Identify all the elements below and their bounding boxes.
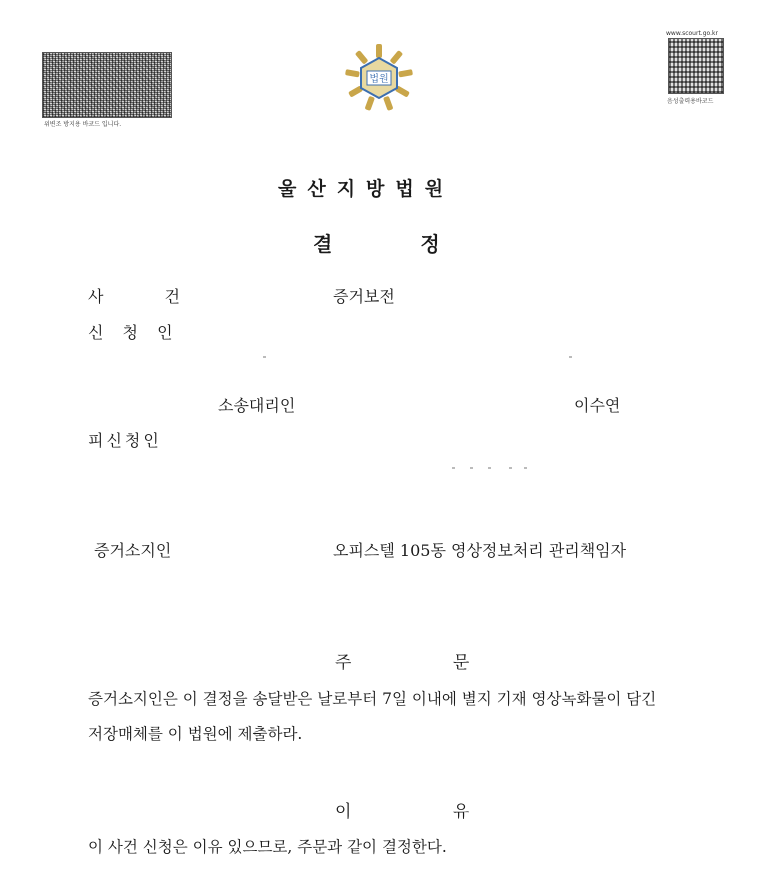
court-website: www.scourt.go.kr (666, 30, 718, 37)
order-heading: 주 문 (335, 653, 518, 673)
voice-output-barcode (668, 38, 724, 94)
holder-value: 오피스텔 105동 영상정보처리 관리책임자 (333, 541, 627, 560)
reason-line-1: 이 사건 신청은 이유 있으므로, 주문과 같이 결정한다. (88, 838, 447, 856)
respondent-label: 피신청인 (88, 431, 162, 450)
reason-heading: 이 유 (335, 802, 518, 822)
applicant-label: 신 청 인 (88, 323, 180, 342)
order-line-2: 저장매체를 이 법원에 제출하라. (88, 725, 303, 743)
case-label: 사 건 (88, 287, 208, 306)
agent-name: 이수연 (574, 396, 621, 415)
voice-barcode-caption: 음성출력용바코드 (667, 98, 714, 105)
barcode-caption: 위변조 방지용 바코드 입니다. (44, 121, 122, 128)
court-emblem-icon (343, 42, 415, 112)
holder-label: 증거소지인 (94, 541, 172, 560)
court-name: 울산지방법원 (278, 178, 455, 200)
order-line-1: 증거소지인은 이 결정을 송달받은 날로부터 7일 이내에 별지 기재 영상녹화물이 담긴 (88, 690, 657, 708)
agent-label: 소송대리인 (218, 396, 296, 415)
case-value: 증거보전 (333, 287, 395, 306)
emblem-text: 법원 (369, 74, 389, 85)
anti-forgery-barcode (42, 52, 172, 118)
document-type: 결정 (313, 232, 528, 256)
